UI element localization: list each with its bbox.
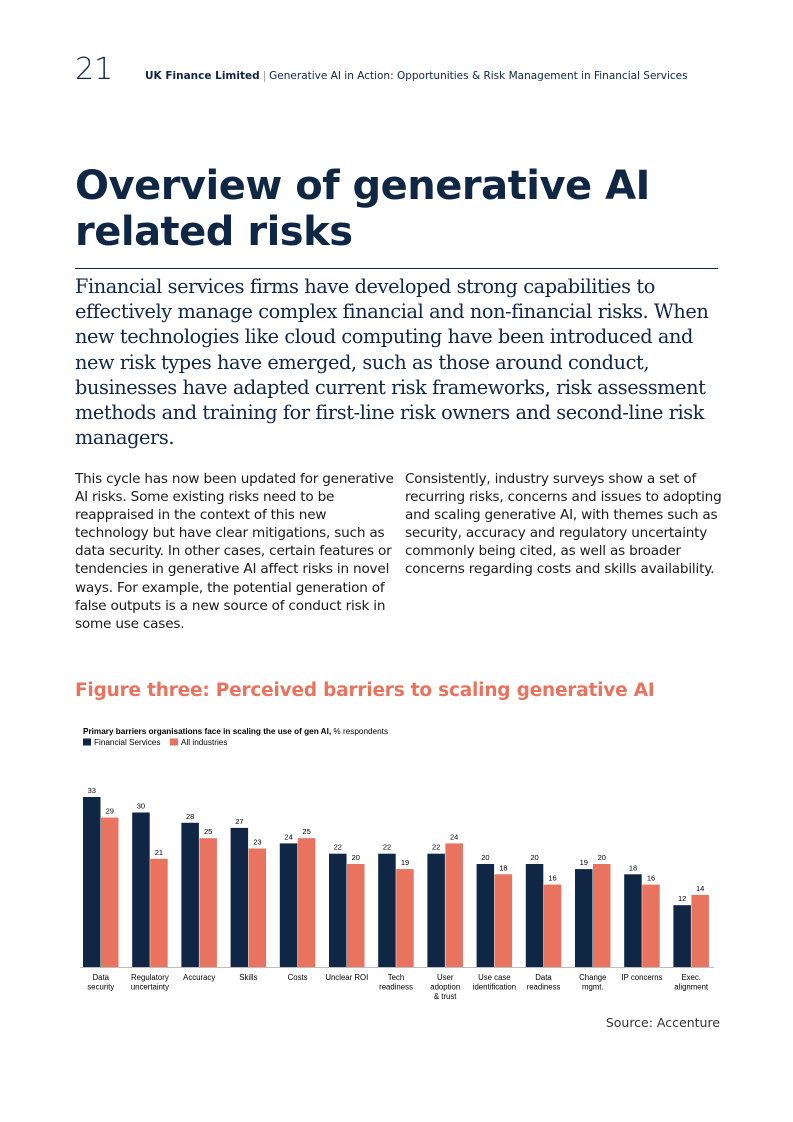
bar-all-industries-user-adoption-trust xyxy=(445,843,463,967)
x-tick-label-regulatory-uncertainty-line-1: Regulatory xyxy=(131,973,169,982)
data-label-all-industries-costs: 25 xyxy=(302,827,311,837)
header-separator: | xyxy=(262,70,267,82)
bar-all-industries-ip-concerns xyxy=(642,885,660,967)
data-label-financial-services-use-case-identification: 20 xyxy=(481,853,490,862)
data-label-financial-services-tech-readiness: 22 xyxy=(382,842,392,852)
bar-financial-services-use-case-identification xyxy=(477,864,495,967)
legend-label-financial-services: Financial Services xyxy=(94,738,161,747)
bar-all-industries-change-mgmt xyxy=(593,864,611,967)
legend-swatch-all-industries xyxy=(170,739,178,746)
bar-all-industries-tech-readiness xyxy=(396,869,414,967)
bar-all-industries-regulatory-uncertainty xyxy=(150,859,168,967)
x-tick-label-data-readiness-line-2: readiness xyxy=(526,982,561,992)
x-tick-label-user-adoption-trust-line-2: adoption xyxy=(430,982,461,992)
bar-financial-services-change-mgmt xyxy=(575,869,593,967)
x-tick-label-regulatory-uncertainty-line-2: uncertainty xyxy=(130,982,169,992)
bar-all-industries-skills xyxy=(249,849,267,968)
legend-label-all-industries: All industries xyxy=(181,738,228,747)
bar-all-industries-use-case-identification xyxy=(495,874,512,967)
data-label-all-industries-user-adoption-trust: 24 xyxy=(450,832,459,842)
data-label-all-industries-accuracy: 25 xyxy=(204,827,213,837)
bar-all-industries-accuracy xyxy=(199,838,217,967)
data-label-financial-services-regulatory-uncertainty: 30 xyxy=(136,801,146,811)
running-header xyxy=(145,70,688,82)
x-tick-label-data-security-line-2: security xyxy=(87,982,115,992)
bar-financial-services-user-adoption-trust xyxy=(427,854,445,967)
bar-financial-services-tech-readiness xyxy=(378,854,396,967)
bar-financial-services-costs xyxy=(280,843,298,967)
data-label-all-industries-change-mgmt: 20 xyxy=(597,853,606,862)
data-label-all-industries-data-readiness: 16 xyxy=(548,873,557,883)
x-tick-label-data-readiness-line-1: Data xyxy=(535,973,552,982)
header-org: UK Finance Limited xyxy=(145,70,260,82)
data-label-financial-services-ip-concerns: 18 xyxy=(628,863,638,873)
figure-title: Figure three: Perceived barriers to scaling generative AI xyxy=(75,680,655,701)
bar-financial-services-accuracy xyxy=(181,823,199,967)
bar-all-industries-exec-alignment xyxy=(691,895,709,967)
x-tick-label-exec-alignment-line-2: alignment xyxy=(674,982,709,992)
page-title xyxy=(75,163,715,255)
data-label-all-industries-data-security: 29 xyxy=(105,806,114,816)
bar-financial-services-regulatory-uncertainty xyxy=(132,813,150,968)
data-label-all-industries-exec-alignment: 14 xyxy=(696,883,705,893)
bar-all-industries-data-security xyxy=(101,818,119,967)
x-tick-label-change-mgmt-line-1: Change xyxy=(579,973,607,982)
x-tick-label-tech-readiness-line-2: readiness xyxy=(379,982,413,992)
body-paragraph-right: Consistently, industry surveys show a set of recurring risks, concerns and issues to adopting and scaling generative AI, with themes such as security, accuracy and regulatory uncertainty commonly being cited, as well as broader concerns regarding costs and skills availability. xyxy=(405,471,722,578)
bar-all-industries-data-readiness xyxy=(544,885,562,967)
chart-title-bold: Primary barriers organisations face in scaling the use of gen AI, xyxy=(83,727,332,736)
x-tick-label-tech-readiness-line-1: Tech xyxy=(387,973,405,982)
chart-title-rest: % respondents xyxy=(331,727,389,736)
data-label-all-industries-tech-readiness: 19 xyxy=(400,858,410,868)
figure-source: Source: Accenture xyxy=(605,1015,720,1030)
page-title-line-1: Overview of generative AI xyxy=(75,163,650,209)
bar-financial-services-ip-concerns xyxy=(624,874,642,967)
data-label-financial-services-unclear-roi: 22 xyxy=(333,842,342,852)
bar-all-industries-unclear-roi xyxy=(347,864,365,967)
x-tick-label-use-case-identification-line-1: Use case xyxy=(478,973,511,982)
data-label-financial-services-accuracy: 28 xyxy=(186,811,195,821)
data-label-all-industries-skills: 23 xyxy=(253,837,262,847)
x-tick-label-exec-alignment-line-1: Exec. xyxy=(681,973,701,982)
legend-swatch-financial-services xyxy=(83,739,91,746)
data-label-financial-services-data-readiness: 20 xyxy=(530,853,539,862)
data-label-financial-services-data-security: 33 xyxy=(87,786,96,795)
data-label-financial-services-change-mgmt: 19 xyxy=(579,858,588,868)
header-doc-title: Generative AI in Action: Opportunities & Risk Management in Financial Services xyxy=(269,70,688,82)
bar-all-industries-costs xyxy=(298,838,316,967)
bar-financial-services-data-readiness xyxy=(526,864,544,967)
x-tick-label-user-adoption-trust-line-1: User xyxy=(436,973,454,982)
x-tick-label-ip-concerns-line-1: IP concerns xyxy=(621,973,663,982)
bar-financial-services-unclear-roi xyxy=(329,854,347,967)
lead-paragraph: Financial services firms have developed strong capabilities to effectively manage complex financial and non-financial risks. When new technologies like cloud computing have been introduced and new risk types have emerged, such as those around conduct, businesses have adapted current risk frameworks, risk assessment methods and training for first-line risk owners and second-line risk managers. xyxy=(75,275,709,450)
data-label-all-industries-ip-concerns: 16 xyxy=(646,873,656,883)
page-number: 21 xyxy=(75,52,114,87)
title-divider xyxy=(75,268,718,269)
x-tick-label-change-mgmt-line-2: mgmt. xyxy=(581,982,604,992)
x-tick-label-use-case-identification-line-2: identification xyxy=(472,982,517,992)
bar-financial-services-skills xyxy=(231,828,249,967)
x-tick-label-unclear-roi-line-1: Unclear ROI xyxy=(325,973,369,982)
x-tick-label-skills-line-1: Skills xyxy=(239,973,258,982)
chart-title xyxy=(83,727,388,736)
x-tick-label-user-adoption-trust-line-3: & trust xyxy=(433,992,457,1001)
data-label-all-industries-use-case-identification: 18 xyxy=(499,863,508,873)
data-label-financial-services-costs: 24 xyxy=(284,832,293,842)
x-tick-label-data-security-line-1: Data xyxy=(92,973,110,982)
x-tick-label-accuracy-line-1: Accuracy xyxy=(183,973,216,982)
x-tick-label-costs-line-1: Costs xyxy=(287,973,308,982)
page-title-line-2: related risks xyxy=(75,209,353,255)
data-label-financial-services-user-adoption-trust: 22 xyxy=(432,842,441,852)
data-label-financial-services-skills: 27 xyxy=(235,816,244,826)
bar-financial-services-exec-alignment xyxy=(673,905,691,967)
body-paragraph-left: This cycle has now been updated for generative AI risks. Some existing risks need to be reappraised in the context of this new technology but have clear mitigations, such as data security. In other cases, certain features or tendencies in generative AI affect risks in novel ways. For example, the potential generation of false outputs is a new source of conduct risk in some use cases. xyxy=(75,471,394,632)
data-label-all-industries-regulatory-uncertainty: 21 xyxy=(154,847,164,857)
bar-financial-services-data-security xyxy=(83,797,101,967)
data-label-all-industries-unclear-roi: 20 xyxy=(351,853,360,862)
data-label-financial-services-exec-alignment: 12 xyxy=(678,894,687,904)
